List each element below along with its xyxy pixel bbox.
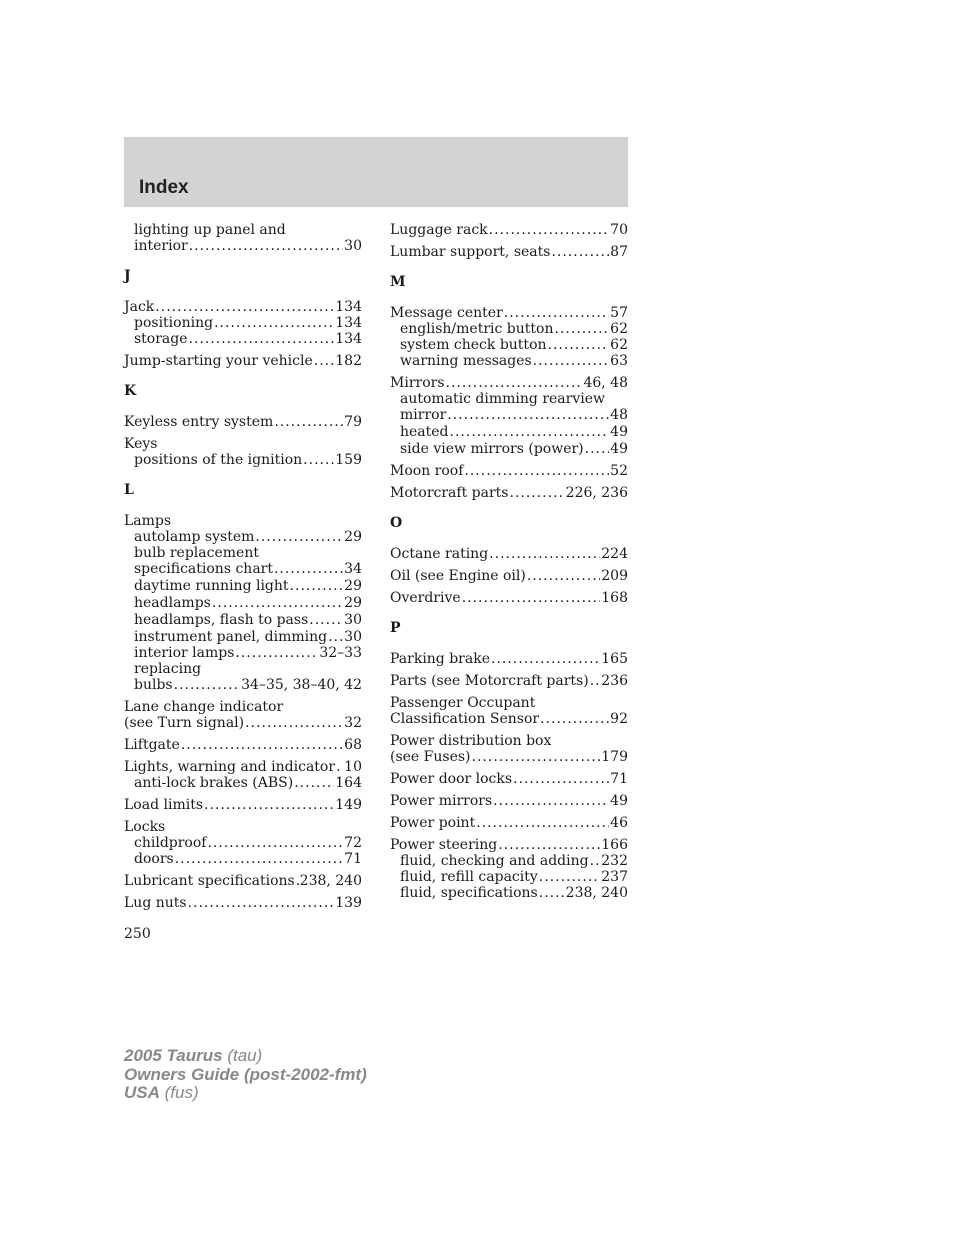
index-entry: headlamps ..... 29 xyxy=(124,595,362,611)
index-entry: Passenger Occupant xyxy=(390,695,536,711)
index-entry: Message center ..... 57 xyxy=(390,305,628,321)
page-number: 250 xyxy=(124,926,151,942)
section-letter: O xyxy=(390,515,403,531)
index-entry: interior ..... 30 xyxy=(124,238,362,254)
index-entry: Jump-starting your vehicle ..... 182 xyxy=(124,353,362,369)
section-letter: K xyxy=(124,383,137,399)
index-entry: Power mirrors ..... 49 xyxy=(390,793,628,809)
index-entry: childproof ..... 72 xyxy=(124,835,362,851)
index-entry: Luggage rack ..... 70 xyxy=(390,222,628,238)
index-entry: lighting up panel and xyxy=(134,222,286,238)
index-entry: positioning ..... 134 xyxy=(124,315,362,331)
index-entry: Power distribution box xyxy=(390,733,552,749)
index-entry: Liftgate ..... 68 xyxy=(124,737,362,753)
page-title: Index xyxy=(139,177,189,198)
section-letter: L xyxy=(124,482,134,498)
section-letter: M xyxy=(390,274,406,290)
index-entry: Octane rating ..... 224 xyxy=(390,546,628,562)
index-column-left xyxy=(124,222,362,911)
index-entry: warning messages ..... 63 xyxy=(390,353,628,369)
index-entry: positions of the ignition ..... 159 xyxy=(124,452,362,468)
index-entry: system check button ..... 62 xyxy=(390,337,628,353)
index-entry: Lumbar support, seats ..... 87 xyxy=(390,244,628,260)
index-entry: Lamps xyxy=(124,513,172,529)
index-entry: Jack ..... 134 xyxy=(124,299,362,315)
index-entry: Parts (see Motorcraft parts) ..... 236 xyxy=(390,673,628,689)
index-entry: english/metric button ..... 62 xyxy=(390,321,628,337)
index-entry: Lights, warning and indicator ..... 10 xyxy=(124,759,362,775)
index-column-right xyxy=(390,222,628,901)
index-entry: fluid, checking and adding ..... 232 xyxy=(390,853,628,869)
index-entry: headlamps, flash to pass ..... 30 xyxy=(124,612,362,628)
index-entry: bulb replacement xyxy=(134,545,259,561)
index-entry: (see Fuses) ..... 179 xyxy=(390,749,628,765)
index-entry: Oil (see Engine oil) ..... 209 xyxy=(390,568,628,584)
index-entry: (see Turn signal) ..... 32 xyxy=(124,715,362,731)
index-entry: bulbs ..... 34–35, 38–40, 42 xyxy=(124,677,362,693)
index-entry: replacing xyxy=(134,661,202,677)
index-entry: side view mirrors (power) ..... 49 xyxy=(390,441,628,457)
index-entry: Power steering ..... 166 xyxy=(390,837,628,853)
index-entry: Keys xyxy=(124,436,158,452)
index-entry: autolamp system ..... 29 xyxy=(124,529,362,545)
index-entry: fluid, refill capacity ..... 237 xyxy=(390,869,628,885)
index-entry: instrument panel, dimming ..... 30 xyxy=(124,629,362,645)
index-entry: Lug nuts ..... 139 xyxy=(124,895,362,911)
index-entry: Keyless entry system ..... 79 xyxy=(124,414,362,430)
section-letter: J xyxy=(124,268,131,284)
index-entry: Locks xyxy=(124,819,166,835)
index-entry: Power door locks ..... 71 xyxy=(390,771,628,787)
index-entry: doors ..... 71 xyxy=(124,851,362,867)
index-entry: Motorcraft parts ..... 226, 236 xyxy=(390,485,628,501)
index-entry: storage ..... 134 xyxy=(124,331,362,347)
index-entry: anti-lock brakes (ABS) ..... 164 xyxy=(124,775,362,791)
index-entry: mirror ..... 48 xyxy=(390,407,628,423)
index-entry: Parking brake ..... 165 xyxy=(390,651,628,667)
index-entry: specifications chart ..... 34 xyxy=(124,561,362,577)
index-entry: Classification Sensor ..... 92 xyxy=(390,711,628,727)
index-entry: Mirrors ..... 46, 48 xyxy=(390,375,628,391)
index-entry: Lubricant specifications ..... 238, 240 xyxy=(124,873,362,889)
index-header xyxy=(124,137,628,207)
index-entry: Overdrive ..... 168 xyxy=(390,590,628,606)
index-entry: automatic dimming rearview xyxy=(400,391,606,407)
index-entry: fluid, specifications ..... 238, 240 xyxy=(390,885,628,901)
index-entry: interior lamps ..... 32–33 xyxy=(124,645,362,661)
index-entry: Lane change indicator xyxy=(124,699,284,715)
index-entry: Moon roof ..... 52 xyxy=(390,463,628,479)
index-entry: heated ..... 49 xyxy=(390,424,628,440)
document-footer: 2005 Taurus (tau) Owners Guide (post-2002-fmt) USA (fus) xyxy=(124,1046,367,1102)
section-letter: P xyxy=(390,620,401,636)
index-entry: daytime running light ..... 29 xyxy=(124,578,362,594)
index-entry: Power point ..... 46 xyxy=(390,815,628,831)
index-entry: Load limits ..... 149 xyxy=(124,797,362,813)
